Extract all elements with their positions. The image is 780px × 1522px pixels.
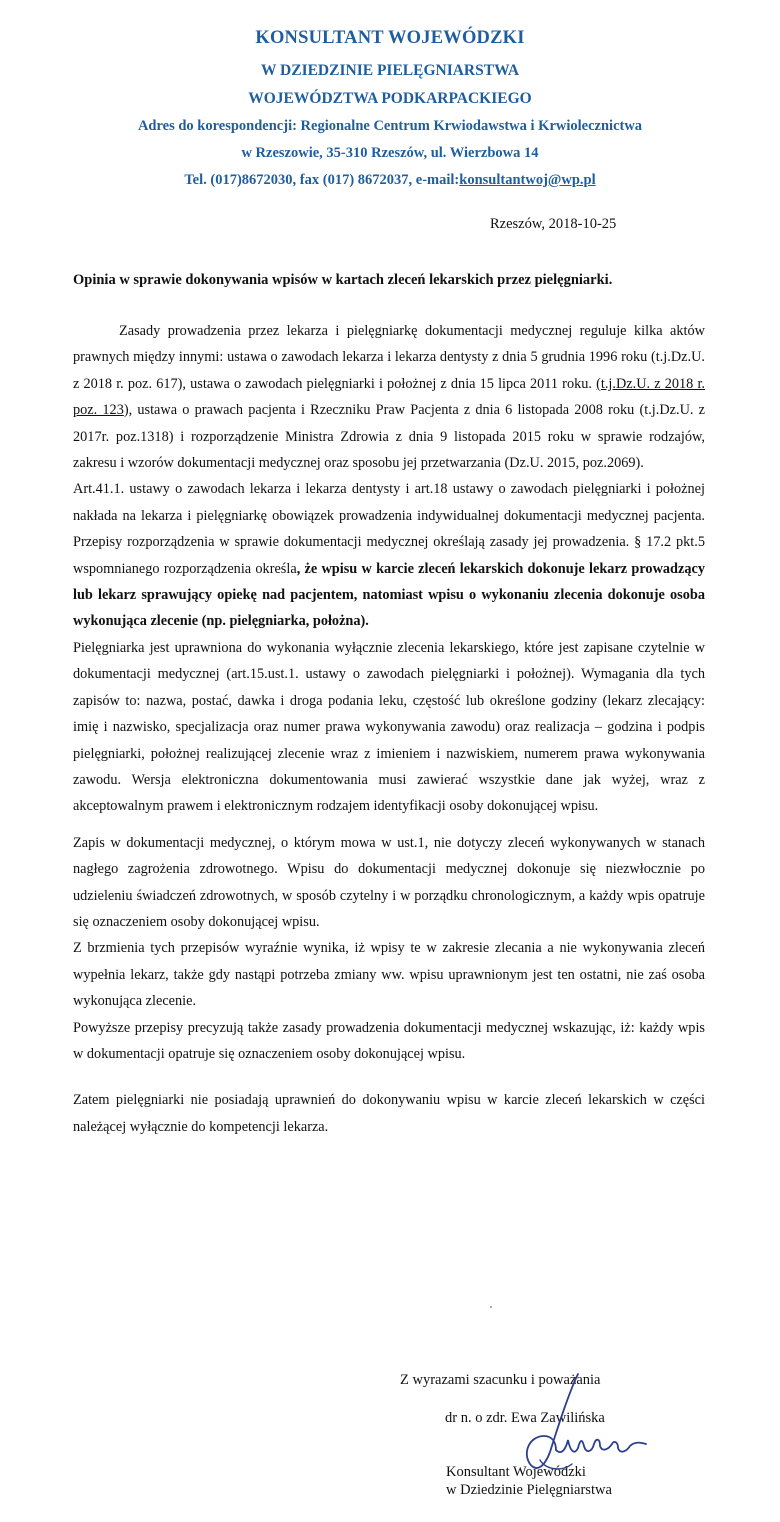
document-date: Rzeszów, 2018-10-25	[490, 216, 617, 232]
header-address-line: Adres do korespondencji: Regionalne Centrum Krwiodawstwa i Krwiolecznictwa	[137, 118, 643, 134]
email-link[interactable]: konsultantwoj@wp.pl	[459, 172, 596, 188]
contact-phone-fax: Tel. (017)8672030, fax (017) 8672037, e-mail:	[184, 172, 460, 188]
signature-name: dr n. o zdr. Ewa Zawilińska	[445, 1410, 605, 1426]
paragraph-1-text-b: ), ustawa o prawach pacjenta i Rzeczniku Praw Pacjenta z dnia 6 listopada 2008 roku (t.j.Dz.U. z 2017r. poz.1318) i rozporządzenie Ministra Zdrowia z dnia 9 listopada 2015 roku w sprawie rodzajów, zakresu i wzorów dokumentacji medycznej oraz sposobu jej przetwarzania (Dz.U. 2015, poz.2069).	[73, 402, 705, 472]
header-subtitle-region: WOJEWÓDZTWA PODKARPACKIEGO	[248, 90, 532, 107]
header-title: KONSULTANT WOJEWÓDZKI	[255, 28, 525, 48]
header-contact-line	[0, 172, 780, 189]
paragraph-3: Pielęgniarka jest uprawniona do wykonania wyłącznie zlecenia lekarskiego, które jest zapisane czytelnie w dokumentacji medycznej (art.15.ust.1. ustawy o zawodach pielęgniarki i położnej). Wymagania dla tych zapisów to: nazwa, postać, dawka i droga podania leku, częstość lub określone godziny (lekarz zlecający: imię i nazwisko, specjalizacja oraz numer prawa wykonywania zawodu) oraz realizacja – godzina i podpis pielęgniarki, położnej realizującej zlecenie wraz z imieniem i nazwiskiem, numerem prawa wykonywania zawodu. Wersja elektroniczna dokumentowania musi zawierać wszystkie dane jak wyżej, wraz z akceptowalnym prawem i elektronicznym rodzajem identyfikacji osoby dokonującej wpisu.	[73, 639, 705, 815]
paragraph-5: Z brzmienia tych przepisów wyraźnie wynika, iż wpisy te w zakresie zlecania a nie wykonywania zleceń wypełnia lekarz, także gdy nastąpi potrzeba zmiany ww. wpisu uprawnionym jest ten ostatni, nie zaś osoba wykonująca zlecenie.	[73, 940, 705, 1010]
signature-role-2: w Dziedzinie Pielęgniarstwa	[446, 1482, 612, 1498]
paragraph-1-underlined: (t.j.Dz.U. z 2018 r. poz. 123	[73, 375, 705, 419]
signature-role-1: Konsultant Wojewódzki	[446, 1464, 586, 1480]
signature-closing: Z wyrazami szacunku i poważania	[400, 1372, 601, 1388]
paragraph-2-bold: , że wpisu w karcie zleceń lekarskich dokonuje lekarz prowadzący lub lekarz sprawujący opiekę nad pacjentem, natomiast wpisu o wykonaniu zlecenia dokonuje osoba wykonująca zlecenie (np. pielęgniarka, położna).	[73, 560, 705, 630]
header-street-line: w Rzeszowie, 35-310 Rzeszów, ul. Wierzbowa 14	[241, 145, 539, 161]
paragraph-2	[73, 476, 705, 634]
document-title: Opinia w sprawie dokonywania wpisów w kartach zleceń lekarskich przez pielęgniarki.	[73, 272, 613, 288]
scan-speck	[490, 1306, 492, 1308]
header-subtitle-field: W DZIEDZINIE PIELĘGNIARSTWA	[260, 62, 520, 79]
document-body	[73, 318, 705, 1140]
paragraph-6: Powyższe przepisy precyzują także zasady prowadzenia dokumentacji medycznej wskazując, iż: każdy wpis w dokumentacji opatruje się oznaczeniem osoby dokonującej wpisu.	[73, 1019, 705, 1062]
paragraph-1	[73, 318, 705, 476]
paragraph-2-text: Art.41.1. ustawy o zawodach lekarza i lekarza dentysty i art.18 ustawy o zawodach pielęgniarki i położnej nakłada na lekarza i pielęgniarkę obowiązek prowadzenia indywidualnej dokumentacji medycznej pacjenta. Przepisy rozporządzenia w sprawie dokumentacji medycznej określają zasady jej prowadzenia. § 17.2 pkt.5 wspomnianego rozporządzenia określa	[73, 481, 705, 577]
paragraph-7: Zatem pielęgniarki nie posiadają uprawnień do dokonywaniu wpisu w karcie zleceń lekarskich w części należącej wyłącznie do kompetencji lekarza.	[73, 1092, 705, 1135]
handwritten-signature-icon	[500, 1360, 650, 1490]
paragraph-4: Zapis w dokumentacji medycznej, o którym mowa w ust.1, nie dotyczy zleceń wykonywanych w stanach nagłego zagrożenia zdrowotnego. Wpisu do dokumentacji medycznej dokonuje się niezwłocznie po udzieleniu świadczeń zdrowotnych, w sposób czytelny i w porządku chronologicznym, a każdy wpis opatruje się oznaczeniem osoby dokonującej wpisu.	[73, 834, 705, 930]
paragraph-1-text-a: Zasady prowadzenia przez lekarza i pielęgniarkę dokumentacji medycznej reguluje kilka aktów prawnych między innymi: ustawa o zawodach lekarza i lekarza dentysty z dnia 5 grudnia 1996 roku (t.j.Dz.U. z 2018 r. poz. 617), ustawa o zawodach pielęgniarki i położnej z dnia 15 lipca 2011 roku.	[73, 323, 705, 392]
